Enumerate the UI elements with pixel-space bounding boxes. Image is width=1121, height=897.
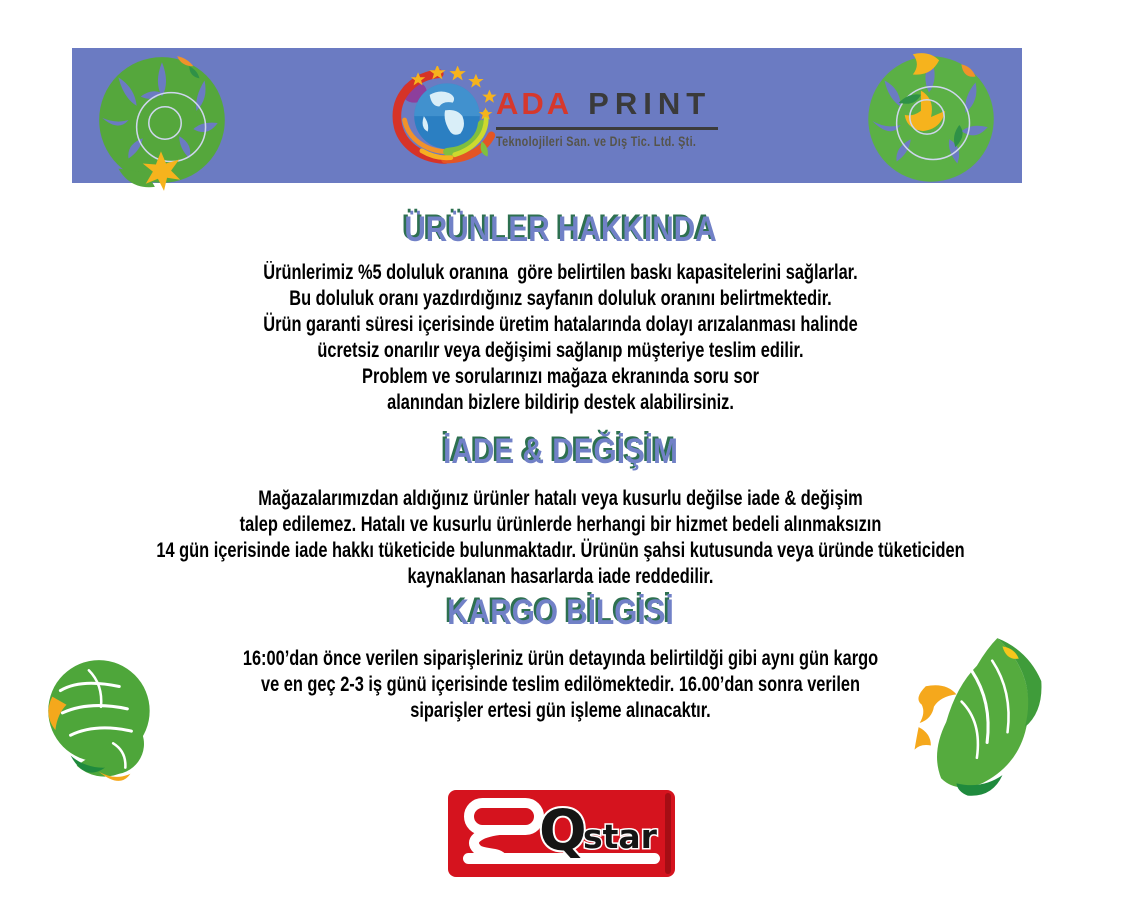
leaf-cluster-bottom-left-icon [40,650,164,792]
paragraph-line: siparişler ertesi gün işleme alınacaktır. [410,699,711,722]
spiral-leaf-left-icon [88,52,240,194]
paragraph-line: Ürünlerimiz %5 doluluk oranına göre belirtilen baskı kapasitelerini sağlarlar. [263,261,858,284]
spiral-leaf-right-icon [842,50,1014,192]
section-heading-kargo-bilgisi: KARGO BİLGİSİ [447,593,674,632]
brand-tagline: Teknolojileri San. ve Dış Tic. Ltd. Şti. [496,134,697,149]
paragraph-line: Ürün garanti süresi içerisinde üretim hatalarında dolayı arızalanması halinde [263,313,858,336]
brand-ada-text: ADA [496,86,573,121]
brand-divider [496,127,718,130]
paragraph-line: ücretsiz onarılır veya değişimi sağlanıp müşteriye teslim edilir. [317,339,804,362]
paragraph-line: Mağazalarımızdan aldığınız ürünler hatalı veya kusurlu değilse iade & değişim [258,487,863,510]
header-banner [72,48,1022,183]
qstar-q-text: Q [539,799,587,864]
paragraph-line: Problem ve sorularınızı mağaza ekranında soru sor [362,365,759,388]
section-paragraph-iade-degisim [123,486,997,590]
paragraph-line: ve en geç 2-3 iş günü içerisinde teslim edilömektedir. 16.00’dan sonra verilen [260,673,861,696]
paragraph-line: 16:00’dan önce verilen siparişleriniz ürün detayında belirtildği gibi aynı gün kargo [242,647,879,670]
paragraph-line: alanından bizlere bildirip destek alabilirsiniz. [387,391,734,414]
leaf-cluster-bottom-right-icon [900,630,1064,814]
brand-logo [496,88,746,149]
globe-stars-icon [389,66,505,174]
paragraph-line: kaynaklanan hasarlarda iade reddedilir. [407,565,714,588]
paragraph-line: talep edilemez. Hatalı ve kusurlu ürünlerde herhangi bir hizmet bedeli alınmaksızın [239,513,882,536]
paragraph-line: Bu doluluk oranı yazdırdığınız sayfanın doluluk oranını belirtmektedir. [289,287,832,310]
qstar-star-text: star [583,817,657,856]
section-paragraph-urunler-hakkinda [123,260,997,416]
brand-name [496,88,746,119]
section-heading-iade-degisim: İADE & DEĞİŞİM [443,432,678,471]
section-heading-urunler-hakkinda: ÜRÜNLER HAKKINDA [404,210,717,249]
brand-print-text: PRINT [588,86,712,121]
qstar-logo [447,789,676,878]
section-paragraph-kargo-bilgisi [123,646,997,724]
paragraph-line: 14 gün içerisinde iade hakkı tüketicide bulunmaktadır. Ürünün şahsi kutusunda veya üründe tüketiciden [156,539,965,562]
